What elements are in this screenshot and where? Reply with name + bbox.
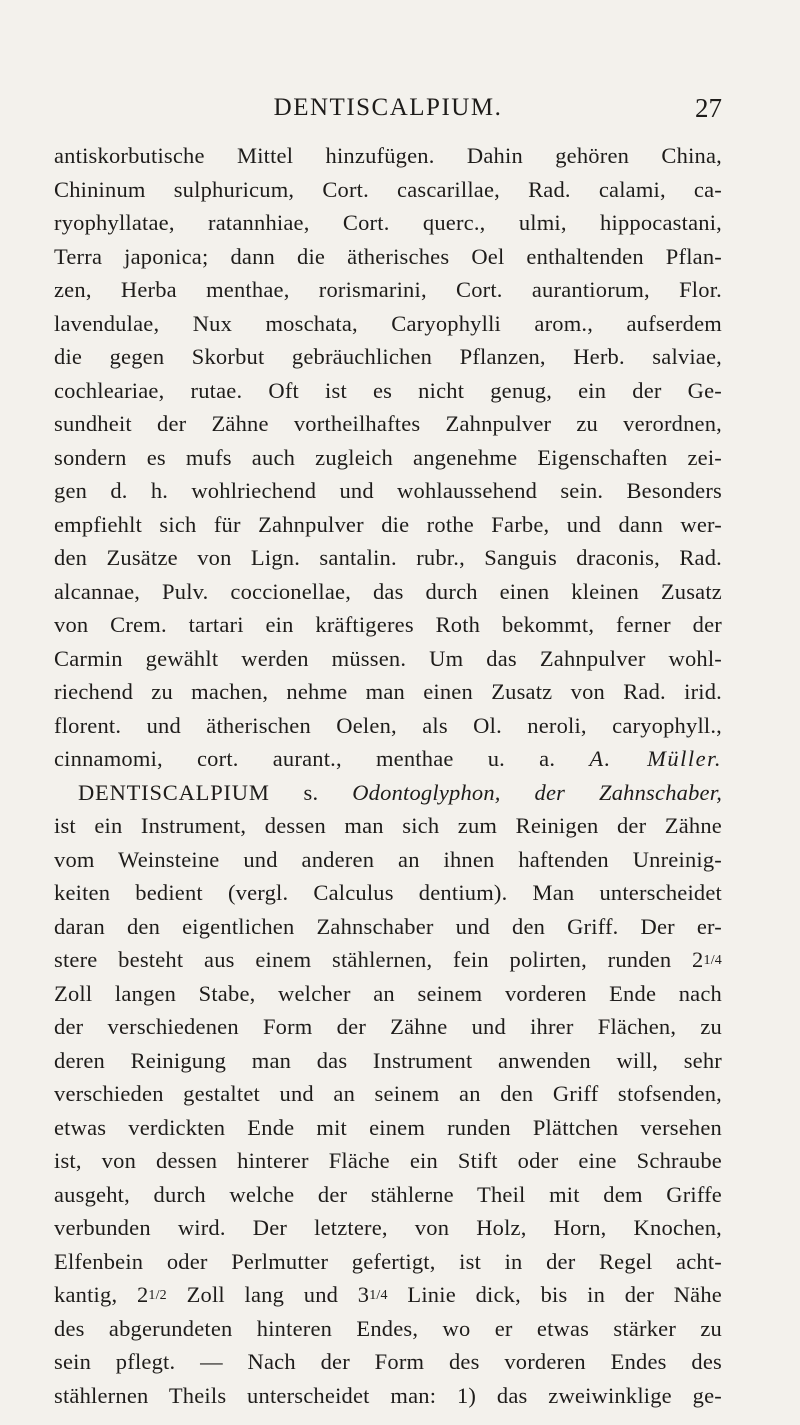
text-line: florent. und ätherischen Oelen, als Ol. neroli, caryophyll.,: [54, 712, 722, 738]
text-line: ist ein Instrument, dessen man sich zum Reinigen der Zähne: [54, 813, 722, 838]
text-line: keiten bedient (vergl. Calculus dentium). Man unterscheidet: [54, 880, 722, 905]
entry-see-reference: s.: [303, 779, 319, 805]
text-line: alcannae, Pulv. coccionellae, das durch einen kleinen Zusatz: [54, 578, 722, 604]
text-line: cochleariae, rutae. Oft ist es nicht genug, ein der Ge-: [54, 377, 722, 403]
text-line: sundheit der Zähne vortheilhaftes Zahnpulver zu verordnen,: [54, 411, 722, 436]
text-line: lavendulae, Nux moschata, Caryophylli arom., aufserdem: [54, 310, 722, 336]
text-line: stählernen Theils unterscheidet man: 1) das zweiwinklige ge-: [54, 1382, 722, 1408]
text-line: Elfenbein oder Perlmutter gefertigt, ist in der Regel acht-: [54, 1248, 722, 1274]
text-line: sondern es mufs auch zugleich angenehme Eigenschaften zei-: [54, 444, 722, 470]
entry-alternate-title: Odontoglyphon, der Zahnschaber,: [352, 779, 723, 805]
text-line: von Crem. tartari ein kräftigeres Roth bekommt, ferner der: [54, 612, 722, 637]
text-line: die gegen Skorbut gebräuchlichen Pflanzen, Herb. salviae,: [54, 344, 722, 369]
text-line: daran den eigentlichen Zahnschaber und den Griff. Der er-: [54, 913, 722, 939]
closing-text: cinnamomi, cort. aurant., menthae u. a.: [54, 746, 556, 771]
fraction: 1/2: [148, 1288, 167, 1303]
fraction: 1/4: [703, 953, 722, 968]
text-line: Terra japonica; dann die ätherisches Oel enthaltenden Pflan-: [54, 243, 722, 269]
author-signature: A. Müller.: [589, 746, 722, 771]
text-line: verschieden gestaltet und an seinem an den Griff stofsenden,: [54, 1081, 722, 1106]
text-line: vom Weinsteine und anderen an ihnen haftenden Unreinig-: [54, 846, 722, 872]
text-line: ryophyllatae, ratannhiae, Cort. querc., ulmi, hippocastani,: [54, 210, 722, 235]
text-line: zen, Herba menthae, rorismarini, Cort. aurantiorum, Flor.: [54, 277, 722, 302]
text-line: gen d. h. wohlriechend und wohlaussehend sein. Besonders: [54, 478, 722, 503]
fraction: 1/4: [369, 1288, 388, 1303]
text-line-with-fraction: [54, 1278, 722, 1312]
entry-headword: DENTISCALPIUM: [78, 779, 270, 805]
closing-line: [54, 742, 722, 776]
text-line: sein pflegt. — Nach der Form des vorderen Endes des: [54, 1349, 722, 1374]
running-head: DENTISCALPIUM.: [273, 94, 503, 121]
line-text: kantig, 2: [54, 1282, 149, 1307]
line-text: Linie dick, bis in der Nähe: [387, 1282, 722, 1307]
page-number: 27: [695, 93, 722, 123]
text-line: antiskorbutische Mittel hinzufügen. Dahin gehören China,: [54, 143, 722, 168]
text-line: empfiehlt sich für Zahnpulver die rothe Farbe, und dann wer-: [54, 511, 722, 537]
line-text: stere besteht aus einem stählernen, fein polirten, runden 2: [54, 947, 704, 972]
text-line: den Zusätze von Lign. santalin. rubr., Sanguis draconis, Rad.: [54, 545, 722, 570]
text-line: Chininum sulphuricum, Cort. cascarillae, Rad. calami, ca-: [54, 176, 722, 202]
text-line: ausgeht, durch welche der stählerne Theil mit dem Griffe: [54, 1181, 722, 1207]
text-line: deren Reinigung man das Instrument anwenden will, sehr: [54, 1047, 722, 1073]
text-line: Carmin gewählt werden müssen. Um das Zahnpulver wohl-: [54, 645, 722, 671]
text-line-with-fraction: [54, 943, 722, 977]
entry-heading-line: [54, 776, 722, 810]
text-line: des abgerundeten hinteren Endes, wo er etwas stärker zu: [54, 1315, 722, 1341]
text-line: etwas verdickten Ende mit einem runden Plättchen versehen: [54, 1114, 722, 1140]
line-text: Zoll lang und 3: [166, 1282, 370, 1307]
page-header: [54, 90, 722, 126]
text-line: verbunden wird. Der letztere, von Holz, Horn, Knochen,: [54, 1215, 722, 1240]
text-line: riechend zu machen, nehme man einen Zusatz von Rad. irid.: [54, 679, 722, 704]
text-line: Zoll langen Stabe, welcher an seinem vorderen Ende nach: [54, 980, 722, 1006]
text-line: der verschiedenen Form der Zähne und ihrer Flächen, zu: [54, 1014, 722, 1039]
page-body: [54, 139, 722, 1412]
text-line: ist, von dessen hinterer Fläche ein Stift oder eine Schraube: [54, 1148, 722, 1173]
